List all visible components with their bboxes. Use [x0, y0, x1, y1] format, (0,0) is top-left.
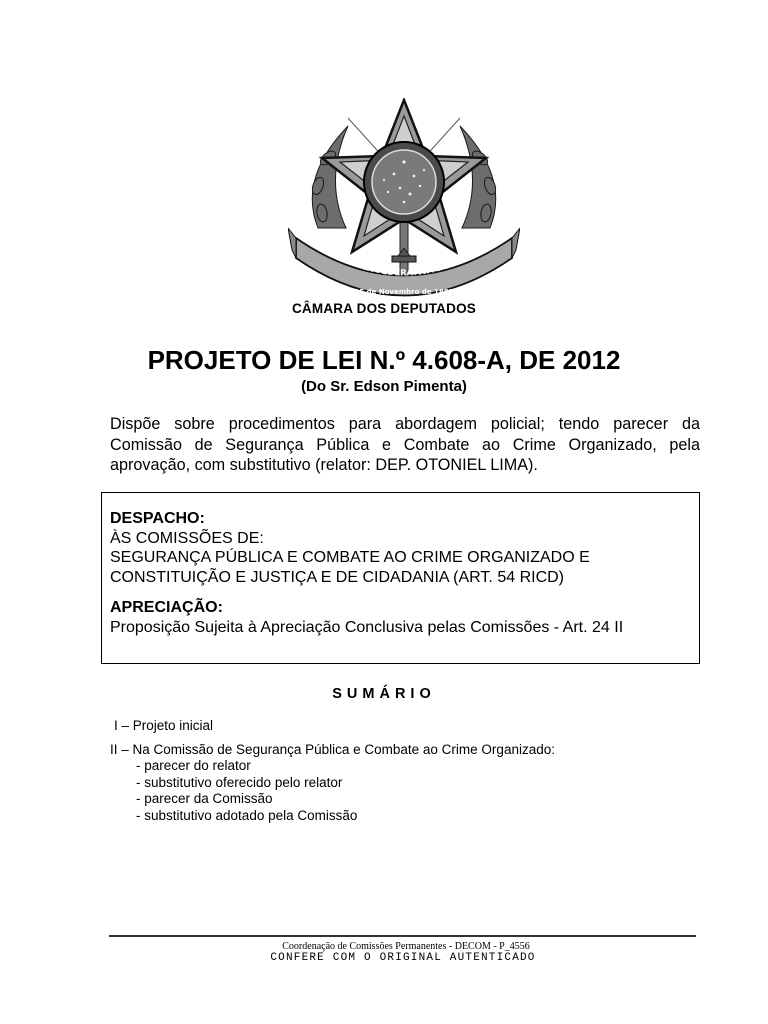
sumario-list: [110, 718, 555, 824]
coat-of-arms-emblem: [288, 98, 520, 300]
bill-title: PROJETO DE LEI N.º 4.608-A, DE 2012: [147, 345, 621, 375]
despacho-line: CONSTITUIÇÃO E JUSTIÇA E DE CIDADANIA (ART. 54 RICD): [110, 568, 564, 586]
footer-authenticity: CONFERE COM O ORIGINAL AUTENTICADO: [270, 952, 536, 964]
despacho-label: DESPACHO:: [110, 510, 205, 527]
sumario-subitem: - parecer do relator: [136, 758, 251, 773]
sumario-heading: SUMÁRIO: [332, 686, 436, 702]
despacho-line: ÀS COMISSÕES DE:: [110, 529, 264, 547]
sumario-item: II – Na Comissão de Segurança Pública e Combate ao Crime Organizado:: [110, 741, 555, 757]
house-name: CÂMARA DOS DEPUTADOS: [291, 301, 476, 316]
emblem-date: 15 de Novembro de 1889: [354, 288, 454, 296]
sumario-subitem: - substitutivo adotado pela Comissão: [136, 807, 358, 823]
despacho-box: [101, 492, 700, 664]
emblem-motto: REPÚBLICA FEDERATIVA DO BRASIL: [322, 245, 486, 279]
apreciacao-text: Proposição Sujeita à Apreciação Conclusiva pelas Comissões - Art. 24 II: [110, 618, 624, 636]
despacho-line: SEGURANÇA PÚBLICA E COMBATE AO CRIME ORGANIZADO E: [110, 549, 590, 566]
sumario-subitem: - substitutivo oferecido pelo relator: [136, 774, 343, 790]
bill-author: (Do Sr. Edson Pimenta): [301, 378, 467, 395]
sumario-item: I – Projeto inicial: [114, 718, 214, 733]
bill-summary: Dispõe sobre procedimentos para abordagem policial; tendo parecer da Comissão de Segurança Pública e Combate ao Crime Organizado, pela aprovação, com substitutivo (relator: DEP. OTONIEL LIMA).: [110, 415, 700, 474]
footer-office: Coordenação de Comissões Permanentes - DECOM - P_4556: [282, 941, 530, 952]
footer-divider: [109, 935, 696, 937]
apreciacao-label: APRECIAÇÃO:: [110, 599, 223, 616]
sumario-subitem: - parecer da Comissão: [136, 791, 273, 806]
